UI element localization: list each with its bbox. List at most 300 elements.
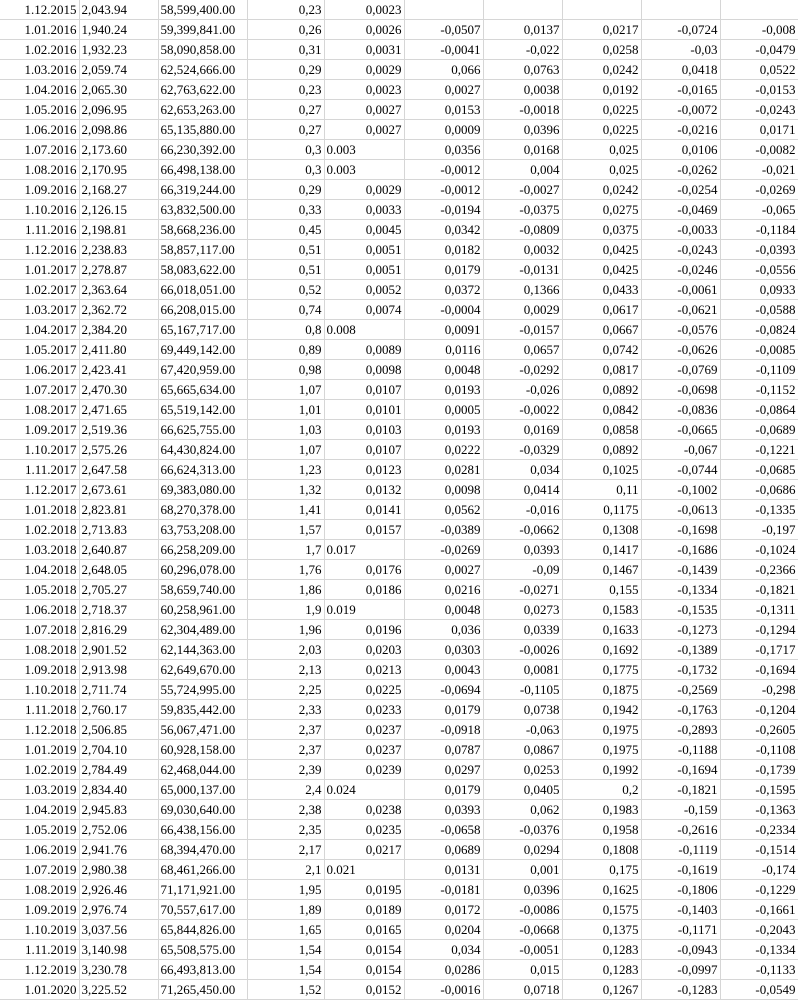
excess-volume-cell[interactable]: -0,0549 bbox=[720, 980, 798, 1000]
excess-volume-cell[interactable]: -0,1133 bbox=[720, 960, 798, 980]
return-cell[interactable]: 0,0048 bbox=[404, 600, 483, 620]
index-cell[interactable]: 2,816.29 bbox=[79, 620, 158, 640]
index-cell[interactable]: 2,519.36 bbox=[79, 420, 158, 440]
index-cell[interactable]: 2,363.64 bbox=[79, 280, 158, 300]
date-cell[interactable]: 1.11.2018 bbox=[0, 700, 79, 720]
rate-decimal-cell[interactable]: 0,0103 bbox=[324, 420, 404, 440]
rate-decimal-cell[interactable]: 0,0107 bbox=[324, 440, 404, 460]
volume-cell[interactable]: 66,208,015.00 bbox=[158, 300, 247, 320]
excess-return-cell[interactable]: -0,1806 bbox=[641, 880, 720, 900]
excess-return-cell[interactable]: -0,1403 bbox=[641, 900, 720, 920]
date-cell[interactable]: 1.07.2016 bbox=[0, 140, 79, 160]
volume-change-cell[interactable] bbox=[483, 0, 562, 20]
volume-cell[interactable]: 63,832,500.00 bbox=[158, 200, 247, 220]
excess-volume-cell[interactable]: -0,1334 bbox=[720, 940, 798, 960]
volume-change-cell[interactable]: 0,0169 bbox=[483, 420, 562, 440]
date-cell[interactable]: 1.01.2017 bbox=[0, 260, 79, 280]
rate-decimal-cell[interactable]: 0,0176 bbox=[324, 560, 404, 580]
index-cell[interactable]: 2,575.26 bbox=[79, 440, 158, 460]
volume-cell[interactable]: 69,030,640.00 bbox=[158, 800, 247, 820]
date-cell[interactable]: 1.04.2017 bbox=[0, 320, 79, 340]
volume-change-cell[interactable]: -0,0271 bbox=[483, 580, 562, 600]
rate-change-cell[interactable]: 0,0225 bbox=[562, 100, 641, 120]
rate-decimal-cell[interactable]: 0,0189 bbox=[324, 900, 404, 920]
rate-percent-cell[interactable]: 2,4 bbox=[247, 780, 324, 800]
index-cell[interactable]: 2,096.95 bbox=[79, 100, 158, 120]
return-cell[interactable]: 0,036 bbox=[404, 620, 483, 640]
rate-percent-cell[interactable]: 0,27 bbox=[247, 120, 324, 140]
excess-return-cell[interactable]: -0,0469 bbox=[641, 200, 720, 220]
volume-change-cell[interactable]: 0,0032 bbox=[483, 240, 562, 260]
index-cell[interactable]: 2,470.30 bbox=[79, 380, 158, 400]
return-cell[interactable]: 0,0303 bbox=[404, 640, 483, 660]
rate-decimal-cell[interactable]: 0.024 bbox=[324, 780, 404, 800]
rate-percent-cell[interactable]: 1,9 bbox=[247, 600, 324, 620]
excess-volume-cell[interactable]: -0,1204 bbox=[720, 700, 798, 720]
rate-decimal-cell[interactable]: 0,0033 bbox=[324, 200, 404, 220]
rate-change-cell[interactable]: 0,0242 bbox=[562, 180, 641, 200]
rate-percent-cell[interactable]: 2,1 bbox=[247, 860, 324, 880]
excess-return-cell[interactable]: -0,1763 bbox=[641, 700, 720, 720]
rate-percent-cell[interactable]: 1,32 bbox=[247, 480, 324, 500]
excess-return-cell[interactable]: -0,1273 bbox=[641, 620, 720, 640]
index-cell[interactable]: 2,976.74 bbox=[79, 900, 158, 920]
excess-volume-cell[interactable]: -0,1821 bbox=[720, 580, 798, 600]
date-cell[interactable]: 1.12.2017 bbox=[0, 480, 79, 500]
index-cell[interactable]: 2,098.86 bbox=[79, 120, 158, 140]
index-cell[interactable]: 2,043.94 bbox=[79, 0, 158, 20]
excess-return-cell[interactable]: -0,0243 bbox=[641, 240, 720, 260]
index-cell[interactable]: 3,225.52 bbox=[79, 980, 158, 1000]
rate-percent-cell[interactable]: 0,3 bbox=[247, 160, 324, 180]
volume-change-cell[interactable]: -0,0022 bbox=[483, 400, 562, 420]
excess-return-cell[interactable]: -0,1119 bbox=[641, 840, 720, 860]
date-cell[interactable]: 1.12.2018 bbox=[0, 720, 79, 740]
excess-volume-cell[interactable]: -0,2605 bbox=[720, 720, 798, 740]
excess-volume-cell[interactable]: -0,2043 bbox=[720, 920, 798, 940]
excess-return-cell[interactable]: -0,1732 bbox=[641, 660, 720, 680]
volume-cell[interactable]: 66,258,209.00 bbox=[158, 540, 247, 560]
excess-return-cell[interactable]: -0,2893 bbox=[641, 720, 720, 740]
rate-percent-cell[interactable]: 2,37 bbox=[247, 740, 324, 760]
return-cell[interactable]: 0,0204 bbox=[404, 920, 483, 940]
rate-percent-cell[interactable]: 1,57 bbox=[247, 520, 324, 540]
excess-volume-cell[interactable]: -0,2334 bbox=[720, 820, 798, 840]
excess-return-cell[interactable]: -0,1619 bbox=[641, 860, 720, 880]
date-cell[interactable]: 1.10.2018 bbox=[0, 680, 79, 700]
index-cell[interactable]: 1,940.24 bbox=[79, 20, 158, 40]
volume-cell[interactable]: 68,461,266.00 bbox=[158, 860, 247, 880]
index-cell[interactable]: 2,059.74 bbox=[79, 60, 158, 80]
return-cell[interactable]: 0,0179 bbox=[404, 780, 483, 800]
excess-volume-cell[interactable]: -0,1024 bbox=[720, 540, 798, 560]
volume-change-cell[interactable]: 0,0029 bbox=[483, 300, 562, 320]
volume-change-cell[interactable]: -0,0329 bbox=[483, 440, 562, 460]
rate-percent-cell[interactable]: 0,52 bbox=[247, 280, 324, 300]
rate-percent-cell[interactable]: 0,33 bbox=[247, 200, 324, 220]
volume-cell[interactable]: 60,296,078.00 bbox=[158, 560, 247, 580]
excess-volume-cell[interactable]: -0,0393 bbox=[720, 240, 798, 260]
volume-cell[interactable]: 65,844,826.00 bbox=[158, 920, 247, 940]
excess-volume-cell[interactable]: -0,0082 bbox=[720, 140, 798, 160]
volume-change-cell[interactable]: 0,0867 bbox=[483, 740, 562, 760]
rate-percent-cell[interactable]: 1,54 bbox=[247, 960, 324, 980]
return-cell[interactable]: -0,0918 bbox=[404, 720, 483, 740]
date-cell[interactable]: 1.06.2018 bbox=[0, 600, 79, 620]
excess-return-cell[interactable]: -0,1698 bbox=[641, 520, 720, 540]
volume-change-cell[interactable]: 0,0137 bbox=[483, 20, 562, 40]
rate-change-cell[interactable]: 0,0275 bbox=[562, 200, 641, 220]
excess-return-cell[interactable]: -0,1389 bbox=[641, 640, 720, 660]
date-cell[interactable]: 1.07.2019 bbox=[0, 860, 79, 880]
index-cell[interactable]: 2,673.61 bbox=[79, 480, 158, 500]
excess-return-cell[interactable] bbox=[641, 0, 720, 20]
volume-change-cell[interactable]: 0,0718 bbox=[483, 980, 562, 1000]
return-cell[interactable]: 0,0297 bbox=[404, 760, 483, 780]
excess-volume-cell[interactable]: -0,1335 bbox=[720, 500, 798, 520]
rate-change-cell[interactable]: 0,1975 bbox=[562, 740, 641, 760]
rate-decimal-cell[interactable]: 0,0031 bbox=[324, 40, 404, 60]
volume-cell[interactable]: 70,557,617.00 bbox=[158, 900, 247, 920]
rate-decimal-cell[interactable]: 0,0045 bbox=[324, 220, 404, 240]
index-cell[interactable]: 2,170.95 bbox=[79, 160, 158, 180]
volume-change-cell[interactable]: -0,022 bbox=[483, 40, 562, 60]
return-cell[interactable]: 0,034 bbox=[404, 940, 483, 960]
excess-volume-cell[interactable]: -0,1221 bbox=[720, 440, 798, 460]
excess-volume-cell[interactable]: -0,1717 bbox=[720, 640, 798, 660]
volume-change-cell[interactable]: 0,0405 bbox=[483, 780, 562, 800]
rate-percent-cell[interactable]: 2,03 bbox=[247, 640, 324, 660]
index-cell[interactable]: 2,384.20 bbox=[79, 320, 158, 340]
return-cell[interactable]: 0,0372 bbox=[404, 280, 483, 300]
excess-volume-cell[interactable]: -0,1294 bbox=[720, 620, 798, 640]
date-cell[interactable]: 1.06.2017 bbox=[0, 360, 79, 380]
return-cell[interactable]: -0,0004 bbox=[404, 300, 483, 320]
rate-percent-cell[interactable]: 0,98 bbox=[247, 360, 324, 380]
volume-cell[interactable]: 66,624,313.00 bbox=[158, 460, 247, 480]
rate-decimal-cell[interactable]: 0,0154 bbox=[324, 960, 404, 980]
index-cell[interactable]: 2,173.60 bbox=[79, 140, 158, 160]
return-cell[interactable]: 0,0098 bbox=[404, 480, 483, 500]
rate-percent-cell[interactable]: 1,96 bbox=[247, 620, 324, 640]
excess-volume-cell[interactable]: -0,0686 bbox=[720, 480, 798, 500]
rate-change-cell[interactable]: 0,0258 bbox=[562, 40, 641, 60]
excess-return-cell[interactable]: -0,0744 bbox=[641, 460, 720, 480]
rate-change-cell[interactable]: 0,1808 bbox=[562, 840, 641, 860]
rate-percent-cell[interactable]: 0,23 bbox=[247, 0, 324, 20]
excess-volume-cell[interactable]: 0,0522 bbox=[720, 60, 798, 80]
volume-cell[interactable]: 62,653,263.00 bbox=[158, 100, 247, 120]
return-cell[interactable]: -0,0269 bbox=[404, 540, 483, 560]
date-cell[interactable]: 1.01.2020 bbox=[0, 980, 79, 1000]
excess-return-cell[interactable]: -0,067 bbox=[641, 440, 720, 460]
rate-change-cell[interactable]: 0,0892 bbox=[562, 380, 641, 400]
rate-decimal-cell[interactable]: 0,0152 bbox=[324, 980, 404, 1000]
index-cell[interactable]: 2,784.49 bbox=[79, 760, 158, 780]
excess-volume-cell[interactable]: -0,0824 bbox=[720, 320, 798, 340]
volume-cell[interactable]: 64,430,824.00 bbox=[158, 440, 247, 460]
rate-decimal-cell[interactable]: 0.008 bbox=[324, 320, 404, 340]
volume-change-cell[interactable]: -0,1105 bbox=[483, 680, 562, 700]
rate-percent-cell[interactable]: 1,89 bbox=[247, 900, 324, 920]
volume-change-cell[interactable]: 0,0763 bbox=[483, 60, 562, 80]
rate-percent-cell[interactable]: 1,41 bbox=[247, 500, 324, 520]
rate-change-cell[interactable]: 0,0892 bbox=[562, 440, 641, 460]
rate-change-cell[interactable]: 0,1633 bbox=[562, 620, 641, 640]
rate-change-cell[interactable]: 0,0425 bbox=[562, 260, 641, 280]
volume-cell[interactable]: 65,135,880.00 bbox=[158, 120, 247, 140]
return-cell[interactable]: 0,0009 bbox=[404, 120, 483, 140]
index-cell[interactable]: 2,238.83 bbox=[79, 240, 158, 260]
index-cell[interactable]: 2,168.27 bbox=[79, 180, 158, 200]
index-cell[interactable]: 2,713.83 bbox=[79, 520, 158, 540]
volume-cell[interactable]: 65,519,142.00 bbox=[158, 400, 247, 420]
rate-decimal-cell[interactable]: 0,0107 bbox=[324, 380, 404, 400]
return-cell[interactable]: 0,0216 bbox=[404, 580, 483, 600]
volume-cell[interactable]: 66,018,051.00 bbox=[158, 280, 247, 300]
date-cell[interactable]: 1.02.2016 bbox=[0, 40, 79, 60]
excess-return-cell[interactable]: -0,1283 bbox=[641, 980, 720, 1000]
rate-change-cell[interactable]: 0,1417 bbox=[562, 540, 641, 560]
index-cell[interactable]: 2,647.58 bbox=[79, 460, 158, 480]
excess-return-cell[interactable]: -0,1686 bbox=[641, 540, 720, 560]
rate-change-cell[interactable]: 0,1875 bbox=[562, 680, 641, 700]
excess-return-cell[interactable]: -0,0698 bbox=[641, 380, 720, 400]
rate-change-cell[interactable]: 0,1267 bbox=[562, 980, 641, 1000]
rate-percent-cell[interactable]: 0,74 bbox=[247, 300, 324, 320]
date-cell[interactable]: 1.09.2017 bbox=[0, 420, 79, 440]
date-cell[interactable]: 1.07.2017 bbox=[0, 380, 79, 400]
index-cell[interactable]: 2,362.72 bbox=[79, 300, 158, 320]
excess-volume-cell[interactable]: -0,1595 bbox=[720, 780, 798, 800]
date-cell[interactable]: 1.01.2016 bbox=[0, 20, 79, 40]
excess-volume-cell[interactable]: -0,0243 bbox=[720, 100, 798, 120]
date-cell[interactable]: 1.04.2019 bbox=[0, 800, 79, 820]
index-cell[interactable]: 2,640.87 bbox=[79, 540, 158, 560]
rate-percent-cell[interactable]: 1,03 bbox=[247, 420, 324, 440]
volume-cell[interactable]: 66,625,755.00 bbox=[158, 420, 247, 440]
rate-decimal-cell[interactable]: 0,0027 bbox=[324, 100, 404, 120]
rate-percent-cell[interactable]: 0,27 bbox=[247, 100, 324, 120]
rate-percent-cell[interactable]: 2,35 bbox=[247, 820, 324, 840]
rate-change-cell[interactable]: 0,1992 bbox=[562, 760, 641, 780]
rate-percent-cell[interactable]: 2,25 bbox=[247, 680, 324, 700]
index-cell[interactable]: 2,065.30 bbox=[79, 80, 158, 100]
volume-cell[interactable]: 71,265,450.00 bbox=[158, 980, 247, 1000]
date-cell[interactable]: 1.02.2018 bbox=[0, 520, 79, 540]
date-cell[interactable]: 1.09.2016 bbox=[0, 180, 79, 200]
rate-percent-cell[interactable]: 1,01 bbox=[247, 400, 324, 420]
volume-cell[interactable]: 58,090,858.00 bbox=[158, 40, 247, 60]
rate-change-cell[interactable]: 0,1375 bbox=[562, 920, 641, 940]
rate-decimal-cell[interactable]: 0,0101 bbox=[324, 400, 404, 420]
rate-change-cell[interactable]: 0,0192 bbox=[562, 80, 641, 100]
excess-volume-cell[interactable]: -0,1514 bbox=[720, 840, 798, 860]
rate-percent-cell[interactable]: 2,13 bbox=[247, 660, 324, 680]
volume-change-cell[interactable]: 0,0396 bbox=[483, 120, 562, 140]
return-cell[interactable]: 0,0393 bbox=[404, 800, 483, 820]
excess-return-cell[interactable]: -0,0262 bbox=[641, 160, 720, 180]
rate-decimal-cell[interactable]: 0,0165 bbox=[324, 920, 404, 940]
rate-percent-cell[interactable]: 0,89 bbox=[247, 340, 324, 360]
return-cell[interactable]: 0,0193 bbox=[404, 380, 483, 400]
index-cell[interactable]: 2,913.98 bbox=[79, 660, 158, 680]
volume-cell[interactable]: 69,383,080.00 bbox=[158, 480, 247, 500]
excess-return-cell[interactable]: -0,0216 bbox=[641, 120, 720, 140]
date-cell[interactable]: 1.02.2019 bbox=[0, 760, 79, 780]
index-cell[interactable]: 2,471.65 bbox=[79, 400, 158, 420]
rate-decimal-cell[interactable]: 0,0051 bbox=[324, 260, 404, 280]
rate-percent-cell[interactable]: 1,65 bbox=[247, 920, 324, 940]
excess-return-cell[interactable]: -0,0165 bbox=[641, 80, 720, 100]
rate-decimal-cell[interactable]: 0,0026 bbox=[324, 20, 404, 40]
volume-change-cell[interactable]: -0,0662 bbox=[483, 520, 562, 540]
volume-cell[interactable]: 66,319,244.00 bbox=[158, 180, 247, 200]
rate-change-cell[interactable]: 0,1983 bbox=[562, 800, 641, 820]
rate-percent-cell[interactable]: 0,23 bbox=[247, 80, 324, 100]
date-cell[interactable]: 1.03.2018 bbox=[0, 540, 79, 560]
return-cell[interactable]: 0,0116 bbox=[404, 340, 483, 360]
excess-volume-cell[interactable]: 0,0171 bbox=[720, 120, 798, 140]
excess-volume-cell[interactable]: -0,1739 bbox=[720, 760, 798, 780]
rate-decimal-cell[interactable]: 0,0098 bbox=[324, 360, 404, 380]
date-cell[interactable]: 1.08.2019 bbox=[0, 880, 79, 900]
excess-return-cell[interactable]: -0,0061 bbox=[641, 280, 720, 300]
excess-volume-cell[interactable]: -0,2366 bbox=[720, 560, 798, 580]
rate-percent-cell[interactable]: 1,52 bbox=[247, 980, 324, 1000]
rate-change-cell[interactable]: 0,0667 bbox=[562, 320, 641, 340]
excess-return-cell[interactable]: -0,0626 bbox=[641, 340, 720, 360]
volume-change-cell[interactable]: -0,0026 bbox=[483, 640, 562, 660]
volume-cell[interactable]: 68,394,470.00 bbox=[158, 840, 247, 860]
date-cell[interactable]: 1.01.2018 bbox=[0, 500, 79, 520]
index-cell[interactable]: 2,941.76 bbox=[79, 840, 158, 860]
return-cell[interactable]: 0,0787 bbox=[404, 740, 483, 760]
excess-return-cell[interactable]: -0,0836 bbox=[641, 400, 720, 420]
volume-cell[interactable]: 58,599,400.00 bbox=[158, 0, 247, 20]
volume-cell[interactable]: 62,524,666.00 bbox=[158, 60, 247, 80]
rate-decimal-cell[interactable]: 0,0029 bbox=[324, 60, 404, 80]
excess-volume-cell[interactable]: -0,197 bbox=[720, 520, 798, 540]
excess-volume-cell[interactable]: -0,021 bbox=[720, 160, 798, 180]
volume-cell[interactable]: 55,724,995.00 bbox=[158, 680, 247, 700]
excess-volume-cell[interactable]: -0,1184 bbox=[720, 220, 798, 240]
rate-percent-cell[interactable]: 1,54 bbox=[247, 940, 324, 960]
excess-return-cell[interactable]: 0,0418 bbox=[641, 60, 720, 80]
return-cell[interactable]: -0,0016 bbox=[404, 980, 483, 1000]
index-cell[interactable]: 2,278.87 bbox=[79, 260, 158, 280]
excess-volume-cell[interactable]: -0,1229 bbox=[720, 880, 798, 900]
rate-decimal-cell[interactable]: 0,0203 bbox=[324, 640, 404, 660]
date-cell[interactable]: 1.05.2018 bbox=[0, 580, 79, 600]
excess-volume-cell[interactable]: -0,0685 bbox=[720, 460, 798, 480]
volume-cell[interactable]: 65,508,575.00 bbox=[158, 940, 247, 960]
rate-change-cell[interactable]: 0,0617 bbox=[562, 300, 641, 320]
rate-decimal-cell[interactable]: 0,0141 bbox=[324, 500, 404, 520]
rate-decimal-cell[interactable]: 0,0213 bbox=[324, 660, 404, 680]
volume-cell[interactable]: 66,493,813.00 bbox=[158, 960, 247, 980]
rate-change-cell[interactable]: 0,1175 bbox=[562, 500, 641, 520]
index-cell[interactable]: 2,704.10 bbox=[79, 740, 158, 760]
volume-change-cell[interactable]: 0,004 bbox=[483, 160, 562, 180]
rate-percent-cell[interactable]: 0,29 bbox=[247, 180, 324, 200]
rate-change-cell[interactable]: 0,0375 bbox=[562, 220, 641, 240]
date-cell[interactable]: 1.09.2019 bbox=[0, 900, 79, 920]
excess-return-cell[interactable]: -0,1439 bbox=[641, 560, 720, 580]
rate-percent-cell[interactable]: 1,23 bbox=[247, 460, 324, 480]
excess-volume-cell[interactable]: 0,0933 bbox=[720, 280, 798, 300]
index-cell[interactable]: 3,230.78 bbox=[79, 960, 158, 980]
rate-decimal-cell[interactable]: 0,0027 bbox=[324, 120, 404, 140]
excess-return-cell[interactable]: -0,1821 bbox=[641, 780, 720, 800]
excess-volume-cell[interactable]: -0,0864 bbox=[720, 400, 798, 420]
volume-cell[interactable]: 71,171,921.00 bbox=[158, 880, 247, 900]
rate-change-cell[interactable]: 0,1775 bbox=[562, 660, 641, 680]
rate-change-cell[interactable]: 0,1025 bbox=[562, 460, 641, 480]
volume-change-cell[interactable]: 0,015 bbox=[483, 960, 562, 980]
date-cell[interactable]: 1.03.2016 bbox=[0, 60, 79, 80]
date-cell[interactable]: 1.11.2016 bbox=[0, 220, 79, 240]
excess-return-cell[interactable]: -0,0943 bbox=[641, 940, 720, 960]
return-cell[interactable]: 0,0027 bbox=[404, 80, 483, 100]
index-cell[interactable]: 2,926.46 bbox=[79, 880, 158, 900]
excess-return-cell[interactable]: -0,1171 bbox=[641, 920, 720, 940]
rate-change-cell[interactable]: 0,0842 bbox=[562, 400, 641, 420]
index-cell[interactable]: 2,752.06 bbox=[79, 820, 158, 840]
volume-cell[interactable]: 62,763,622.00 bbox=[158, 80, 247, 100]
volume-cell[interactable]: 66,438,156.00 bbox=[158, 820, 247, 840]
rate-change-cell[interactable]: 0,1575 bbox=[562, 900, 641, 920]
rate-decimal-cell[interactable]: 0,0123 bbox=[324, 460, 404, 480]
index-cell[interactable]: 2,718.37 bbox=[79, 600, 158, 620]
rate-decimal-cell[interactable]: 0.017 bbox=[324, 540, 404, 560]
date-cell[interactable]: 1.02.2017 bbox=[0, 280, 79, 300]
rate-decimal-cell[interactable]: 0,0195 bbox=[324, 880, 404, 900]
return-cell[interactable]: 0,0342 bbox=[404, 220, 483, 240]
index-cell[interactable]: 2,198.81 bbox=[79, 220, 158, 240]
rate-change-cell[interactable]: 0,0242 bbox=[562, 60, 641, 80]
return-cell[interactable]: -0,0694 bbox=[404, 680, 483, 700]
rate-decimal-cell[interactable]: 0,0196 bbox=[324, 620, 404, 640]
date-cell[interactable]: 1.09.2018 bbox=[0, 660, 79, 680]
return-cell[interactable]: 0,0281 bbox=[404, 460, 483, 480]
volume-cell[interactable]: 58,083,622.00 bbox=[158, 260, 247, 280]
rate-decimal-cell[interactable]: 0,0051 bbox=[324, 240, 404, 260]
volume-change-cell[interactable]: -0,0157 bbox=[483, 320, 562, 340]
excess-return-cell[interactable]: -0,0246 bbox=[641, 260, 720, 280]
rate-decimal-cell[interactable]: 0,0023 bbox=[324, 80, 404, 100]
volume-change-cell[interactable]: 0,0393 bbox=[483, 540, 562, 560]
date-cell[interactable]: 1.03.2017 bbox=[0, 300, 79, 320]
volume-cell[interactable]: 62,468,044.00 bbox=[158, 760, 247, 780]
volume-change-cell[interactable]: 0,034 bbox=[483, 460, 562, 480]
rate-decimal-cell[interactable]: 0,0052 bbox=[324, 280, 404, 300]
rate-percent-cell[interactable]: 2,39 bbox=[247, 760, 324, 780]
rate-percent-cell[interactable]: 2,33 bbox=[247, 700, 324, 720]
excess-volume-cell[interactable]: -0,1152 bbox=[720, 380, 798, 400]
index-cell[interactable]: 2,648.05 bbox=[79, 560, 158, 580]
volume-change-cell[interactable]: 0,0414 bbox=[483, 480, 562, 500]
rate-change-cell[interactable]: 0,0217 bbox=[562, 20, 641, 40]
excess-return-cell[interactable]: -0,0621 bbox=[641, 300, 720, 320]
date-cell[interactable]: 1.10.2017 bbox=[0, 440, 79, 460]
rate-percent-cell[interactable]: 1,86 bbox=[247, 580, 324, 600]
date-cell[interactable]: 1.03.2019 bbox=[0, 780, 79, 800]
rate-percent-cell[interactable]: 0,3 bbox=[247, 140, 324, 160]
excess-volume-cell[interactable]: -0,1661 bbox=[720, 900, 798, 920]
volume-change-cell[interactable]: 0,001 bbox=[483, 860, 562, 880]
index-cell[interactable]: 2,945.83 bbox=[79, 800, 158, 820]
